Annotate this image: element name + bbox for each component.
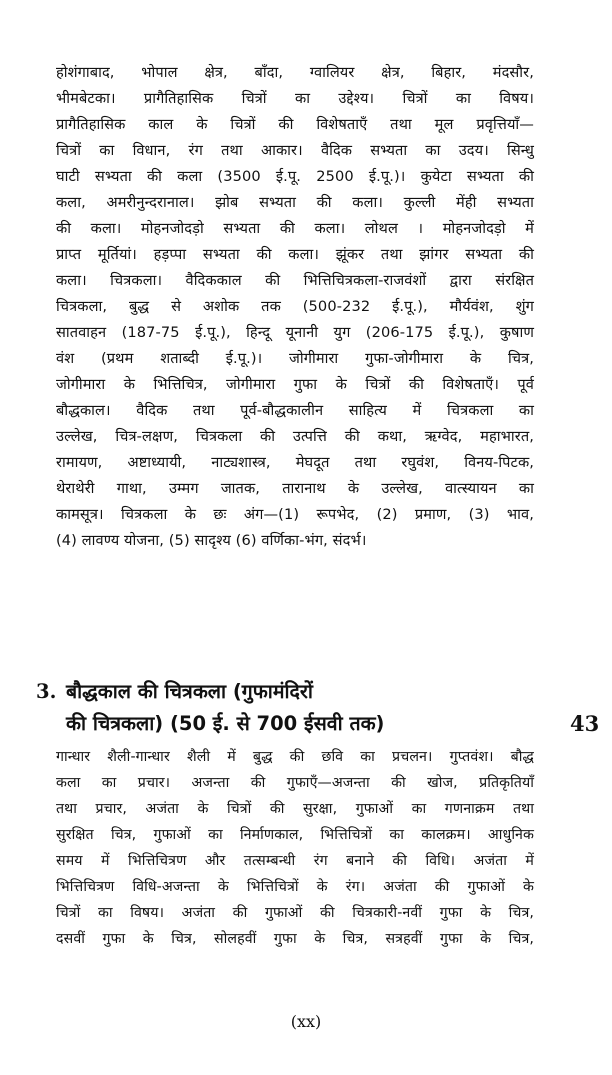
text-line: कामसूत्र। चित्रकला के छः अंग—(1) रूपभेद, (2) प्रमाण, (3) भाव, <box>56 506 534 523</box>
text-line: चित्रकला, बुद्ध से अशोक तक (500-232 ई.पू.), मौर्यवंश, शुंग <box>56 298 534 315</box>
text-line: चित्रों का विषय। अजंता की गुफाओं की चित्रकारी-नवीं गुफा के चित्र, <box>56 905 534 921</box>
text-line: होशंगाबाद, भोपाल क्षेत्र, बाँदा, ग्वालियर क्षेत्र, बिहार, मंदसौर, <box>56 64 534 81</box>
page-footer-number: (xx) <box>290 1012 322 1031</box>
text-line: सुरक्षित चित्र, गुफाओं का निर्माणकाल, भित्तिचित्रों का कालक्रम। आधुनिक <box>56 827 534 843</box>
text-line: प्रागैतिहासिक काल के चित्रों की विशेषताएँ तथा मूल प्रवृत्तियाँ— <box>56 116 534 133</box>
chapter-title-text-2: की चित्रकला) (50 ई. से 700 ईसवी तक) <box>66 712 385 735</box>
text-line: प्राप्त मूर्तियां। हड़प्पा सभ्यता की कला। झूंकर तथा झांगर सभ्यता की <box>56 246 534 263</box>
chapter-number: 3. <box>36 680 57 703</box>
text-line: कला का प्रचार। अजन्ता की गुफाएँ—अजन्ता की खोज, प्रतिकृतियाँ <box>56 775 534 791</box>
chapter-paragraph <box>56 744 534 952</box>
chapter-page-number: 43 <box>570 711 600 736</box>
text-line: दसवीं गुफा के चित्र, सोलहवीं गुफा के चित्र, सत्रहवीं गुफा के चित्र, <box>56 931 534 947</box>
text-line: भीमबेटका। प्रागैतिहासिक चित्रों का उद्देश्य। चित्रों का विषय। <box>56 90 534 107</box>
text-line: बौद्धकाल। वैदिक तथा पूर्व-बौद्धकालीन साहित्य में चित्रकला का <box>56 402 534 419</box>
text-line: रामायण, अष्टाध्यायी, नाट्यशास्त्र, मेघदूत तथा रघुवंश, विनय-पिटक, <box>56 454 534 471</box>
chapter-heading <box>36 676 556 740</box>
text-line: थेराथेरी गाथा, उम्मग जातक, तारानाथ के उल्लेख, वात्स्यायन का <box>56 480 534 497</box>
text-line: चित्रों का विधान, रंग तथा आकार। वैदिक सभ्यता का उदय। सिन्धु <box>56 142 534 159</box>
text-line: वंश (प्रथम शताब्दी ई.पू.)। जोगीमारा गुफा-जोगीमारा के चित्र, <box>56 350 534 367</box>
chapter-title-line-2 <box>36 708 556 740</box>
text-line: कला, अमरीनुन्दरानाल। झोब सभ्यता की कला। कुल्ली मेंही सभ्यता <box>56 194 534 211</box>
text-line: की कला। मोहनजोदड़ो सभ्यता की कला। लोथल । मोहनजोदड़ो में <box>56 220 534 237</box>
chapter-title-line-1 <box>36 676 556 708</box>
text-line: घाटी सभ्यता की कला (3500 ई.पू. 2500 ई.पू.)। कुयेटा सभ्यता की <box>56 168 534 185</box>
chapter-title-text-1: बौद्धकाल की चित्रकला (गुफामंदिरों <box>66 680 313 703</box>
text-line: जोगीमारा के भित्तिचित्र, जोगीमारा गुफा के चित्रों की विशेषताएँ। पूर्व <box>56 376 534 393</box>
text-line: (4) लावण्य योजना, (5) सादृश्य (6) वर्णिका-भंग, संदर्भ। <box>56 532 367 549</box>
text-line: सातवाहन (187-75 ई.पू.), हिन्दू यूनानी युग (206-175 ई.पू.), कुषाण <box>56 324 534 341</box>
text-line: तथा प्रचार, अजंता के चित्रों की सुरक्षा, गुफाओं का गणनाक्रम तथा <box>56 801 534 817</box>
intro-paragraph <box>56 60 534 554</box>
text-line: गान्धार शैली-गान्धार शैली में बुद्ध की छवि का प्रचलन। गुप्तवंश। बौद्ध <box>56 749 534 765</box>
text-line: भित्तिचित्रण विधि-अजन्ता के भित्तिचित्रों के रंग। अजंता की गुफाओं के <box>56 879 534 895</box>
text-line: उल्लेख, चित्र-लक्षण, चित्रकला की उत्पत्ति की कथा, ऋग्वेद, महाभारत, <box>56 428 534 445</box>
text-line: समय में भित्तिचित्रण और तत्सम्बन्धी रंग बनाने की विधि। अजंता में <box>56 853 534 869</box>
text-line: कला। चित्रकला। वैदिककाल की भित्तिचित्रकला-राजवंशों द्वारा संरक्षित <box>56 272 534 289</box>
